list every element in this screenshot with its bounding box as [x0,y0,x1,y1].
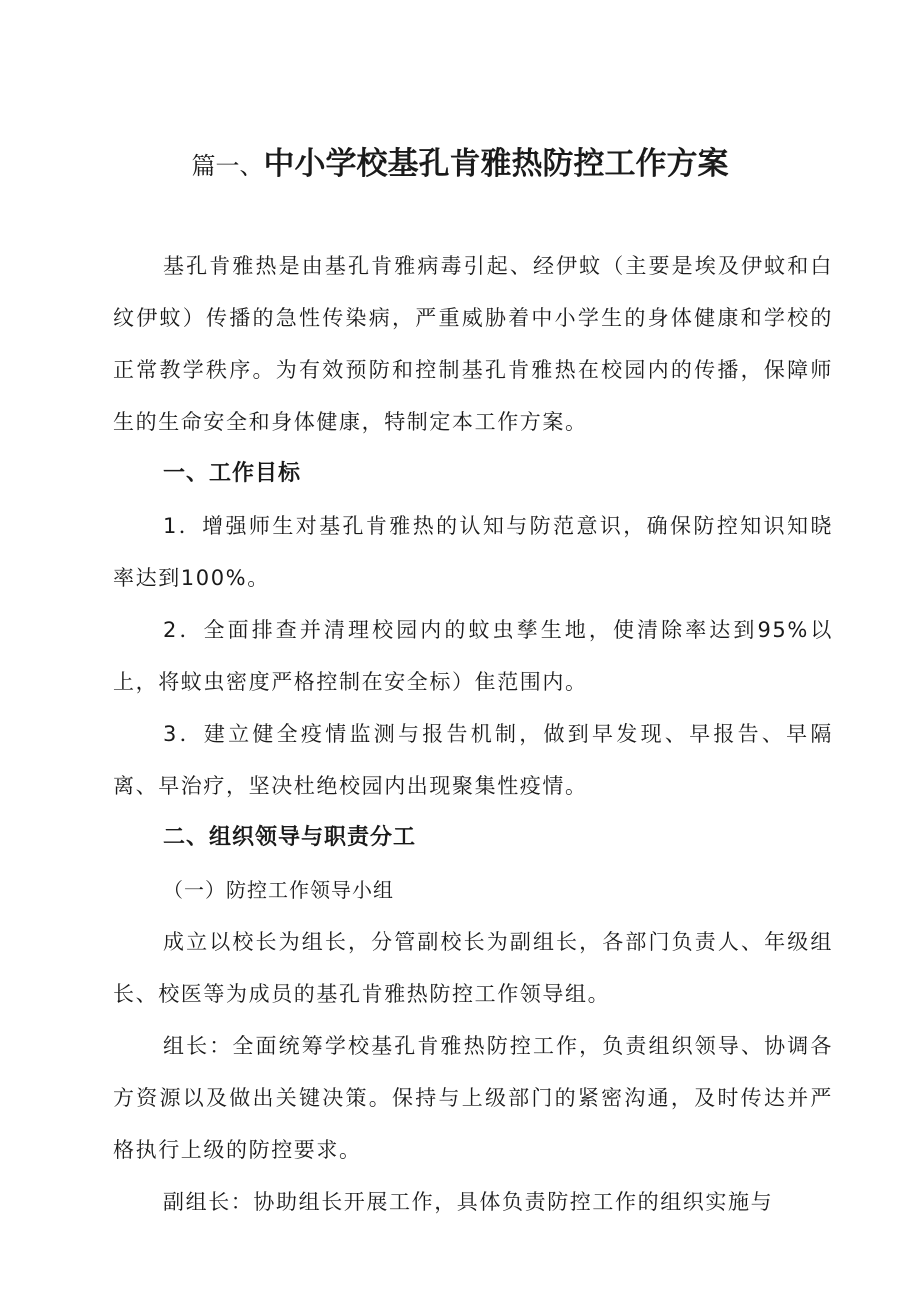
group-intro-paragraph: 成立以校长为组长，分管副校长为副组长，各部门负责人、年级组长、校医等为成员的基孔肯雅热防控工作领导组。 [113,930,833,1006]
document-body [113,240,833,1228]
goal-item-3: 3．建立健全疫情监测与报告机制，做到早发现、早报告、早隔离、早治疗，坚决杜绝校园内出现聚集性疫情。 [113,722,833,798]
deputy-duty-paragraph: 副组长：协助组长开展工作，具体负责防控工作的组织实施与 [163,1190,774,1214]
title-main: 中小学校基孔肯雅热防控工作方案 [263,146,729,182]
section-heading-goals: 一、工作目标 [163,461,302,486]
document-title [0,140,920,190]
intro-paragraph: 基孔肯雅热是由基孔肯雅病毒引起、经伊蚊（主要是埃及伊蚊和白纹伊蚊）传播的急性传染病，严重威胁着中小学生的身体健康和学校的正常教学秩序。为有效预防和控制基孔肯雅热在校园内的传播，保障师生的生命安全和身体健康，特制定本工作方案。 [113,254,833,434]
leader-duty-paragraph: 组长：全面统筹学校基孔肯雅热防控工作，负责组织领导、协调各方资源以及做出关键决策。保持与上级部门的紧密沟通，及时传达并严格执行上级的防控要求。 [113,1034,833,1162]
section-heading-organization: 二、组织领导与职责分工 [163,825,417,850]
goal-item-1: 1．增强师生对基孔肯雅热的认知与防范意识，确保防控知识知晓率达到100%。 [113,514,833,590]
subsection-heading-leadership-group: （一）防控工作领导小组 [163,878,394,902]
goal-item-2: 2．全面排查并清理校园内的蚊虫孳生地，使清除率达到95%以上，将蚊虫密度严格控制在安全标）隹范围内。 [113,618,833,694]
title-prefix: 篇一、 [191,152,264,180]
